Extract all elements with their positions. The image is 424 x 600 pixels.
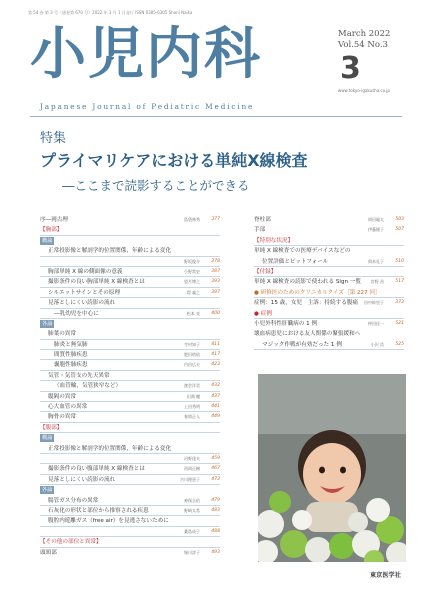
toc-entry [40, 236, 220, 246]
toc-entry-author: 松本 亮 [186, 310, 200, 316]
toc-entry-author: 小野貴史 [184, 268, 200, 274]
toc-entry-title: 胸骨の異常 [48, 414, 76, 421]
toc-entry-title: 単純 X 線検査での医療デバイスなどの [254, 248, 351, 255]
toc-entry-page: 493 [211, 549, 220, 555]
issue-month: March 2022 [338, 29, 391, 39]
toc-entry [40, 423, 220, 433]
toc-entry-author: 堀川詳子 [184, 549, 200, 555]
toc-entry-page: 483 [211, 507, 220, 513]
toc-entry-page: 387 [211, 268, 220, 274]
journal-logo: 小児内科 [30, 21, 262, 87]
toc-entry-title: 心大血管の異常 [48, 404, 88, 411]
toc-entry-author: 仲田佳一 [368, 320, 384, 326]
toc-entry-page: 449 [211, 414, 220, 420]
toc-entry-page: 377 [211, 217, 220, 222]
toc-entry-title: 間質性肺疾患 [54, 352, 88, 359]
cover-photo [258, 374, 406, 562]
toc-entry-title: 見落としにくい読影の流れ [48, 300, 116, 307]
toc-entry [254, 298, 404, 308]
toc-entry-author: 望月博之 [184, 279, 200, 285]
child-in-ball-pit-illustration [258, 374, 406, 562]
toc-entry-title: 【付録】 [254, 268, 277, 275]
toc-entry [254, 246, 404, 256]
toc-entry-author: 渡会洋美 [184, 383, 200, 389]
toc-entry-author: 吉川理恵子 [180, 476, 200, 482]
toc-entry [40, 464, 220, 474]
toc-entry-title: 各論 [42, 487, 53, 494]
toc-entry-page: 467 [211, 466, 220, 472]
toc-entry-title: ● 研修医のためのクリニカルクイズ［第 227 回］ [254, 289, 381, 296]
toc-entry-author: 島袋林秀 [184, 217, 200, 222]
toc-entry [40, 277, 220, 287]
toc-entry-title: 序―岡古理 [40, 217, 68, 223]
toc-entry [40, 267, 220, 277]
toc-entry-author: 岡田聡太 [368, 217, 384, 222]
toc-entry [254, 288, 404, 298]
toc-entry-author: 西岡正樹 [184, 466, 200, 472]
toc-entry [40, 516, 220, 526]
toc-entry-title: マジック作戦が有効だった 1 例 [262, 341, 342, 348]
toc-entry-page: 378 [211, 258, 220, 264]
toc-entry-title: 嚢胞性肺疾患 [54, 362, 88, 369]
toc-entry-title: 症例：15 歳，女児 主訴：持続する腹痛 [254, 300, 358, 307]
toc-entry-author: 上田秀明 [184, 404, 200, 410]
toc-entry-title: 肺炎と無気肺 [54, 341, 88, 348]
toc-entry-page: 411 [211, 341, 220, 347]
toc-entry [254, 236, 404, 246]
journal-english-name: Japanese Journal of Pediatric Medicine [40, 102, 255, 111]
toc-entry [40, 475, 220, 485]
toc-entry-author: 春岡正人 [184, 414, 200, 420]
toc-left-column [40, 215, 220, 558]
toc-entry [40, 257, 220, 267]
toc-entry [40, 319, 220, 329]
toc-entry [254, 215, 404, 225]
toc-entry-title: ―乳幼児を中心に [54, 310, 99, 317]
toc-entry-title: 正常投影像と解剖学的位置関係，年齢による変化 [48, 445, 172, 452]
toc-entry-title: 【特別な状況】 [254, 237, 294, 244]
toc-entry-author: 田中絵里子 [364, 300, 384, 306]
toc-entry-title: 腸管ガス分布の異常 [48, 497, 99, 504]
toc-entry [40, 392, 220, 402]
toc-entry-title: 撮影条件の良い腹部単純 X 線検査とは [48, 466, 145, 473]
toc-entry-title: 正常投影像と解剖学的位置関係，年齢による変化 [48, 248, 172, 255]
issue-number: 3 [340, 51, 361, 86]
toc-entry [40, 371, 220, 381]
toc-entry-page: 473 [211, 476, 220, 482]
toc-entry-author: 寺村知子 [184, 341, 200, 347]
toc-entry [40, 298, 220, 308]
toc-entry [40, 506, 220, 516]
toc-entry-page: 510 [395, 258, 404, 264]
toc-entry-title: 単純 X 線検査の読影で使われる Sign 一覧 [254, 279, 362, 286]
toc-entry-author: 堤 義之 [186, 289, 200, 295]
toc-entry-title: 頭頸部 [40, 549, 57, 556]
toc-entry-page: 507 [395, 227, 404, 233]
toc-entry [254, 329, 404, 339]
toc-entry-author: 宮野 昌 [370, 279, 384, 285]
toc-entry [254, 319, 404, 329]
feature-title: プライマリケアにおける単純X線検査 [40, 151, 308, 170]
toc-entry-author: 伊藤健子 [368, 227, 384, 233]
toc-entry [40, 485, 220, 495]
toc-entry [40, 444, 220, 454]
toc-entry [40, 309, 220, 319]
toc-entry-page: 417 [211, 352, 220, 358]
toc-entry-page: 397 [211, 289, 220, 295]
toc-entry-title: 手部 [254, 227, 266, 234]
toc-entry-page: 521 [395, 320, 404, 326]
feature-subtitle: ―ここまで読影することができる [62, 178, 250, 193]
toc-entry [254, 267, 404, 277]
header-rule [30, 116, 402, 117]
toc-entry-author: 肥田侑依 [184, 352, 200, 358]
toc-entry-page: 432 [211, 383, 220, 389]
toc-entry [40, 454, 220, 464]
toc-entry [40, 496, 220, 506]
toc-entry-author: 田渕 樓 [186, 393, 200, 399]
toc-entry-author: 内田広夫 [184, 362, 200, 368]
toc-entry [254, 340, 404, 350]
toc-entry-title: 【その他の部位と異常】 [40, 539, 102, 546]
toc-entry-author: 小沢 浩 [370, 341, 384, 347]
toc-entry-title: 縦隔の異常 [48, 393, 76, 400]
toc-entry-title: シルエットサインとその原理 [48, 289, 121, 296]
toc-entry-title: 壊血病患児における友人関係の緊張緩和へ [254, 331, 361, 338]
toc-entry [40, 329, 220, 339]
toc-entry [254, 309, 404, 319]
toc-entry-title: 概論 [42, 237, 53, 244]
toc-entry-page: 437 [211, 393, 220, 399]
toc-entry-page: 503 [395, 217, 404, 222]
toc-entry [40, 246, 220, 256]
toc-entry-author: 桑島成子 [184, 528, 200, 534]
toc-entry [40, 340, 220, 350]
toc-entry [40, 433, 220, 443]
toc-entry-title: 気管・気管支の先天異常 [48, 372, 110, 379]
toc-entry-author: 野崎太希 [184, 507, 200, 513]
toc-entry [40, 402, 220, 412]
top-issn-line: 第 54 巻 第 3 号（通巻第 670 号）2022 年 3 月 1 日発行 ISSN 0385-6305 Shoni Naika [28, 10, 193, 15]
toc-entry-page: 400 [211, 310, 220, 316]
toc-entry-title: 【腹部】 [40, 424, 63, 431]
toc-entry-author: 神保圭佑 [184, 497, 200, 503]
toc-right-column [254, 215, 404, 350]
toc-entry [40, 527, 220, 537]
toc-entry [40, 360, 220, 370]
toc-entry-page: 488 [211, 528, 220, 534]
toc-entry [40, 537, 220, 547]
toc-entry-page: 525 [395, 341, 404, 347]
toc-entry [40, 350, 220, 360]
toc-entry-title: 【胸部】 [40, 227, 63, 234]
toc-entry-author: 岡本礼子 [368, 258, 384, 264]
feature-label: 特集 [40, 131, 67, 146]
toc-entry-page: 441 [211, 404, 220, 410]
toc-entry [40, 548, 220, 558]
toc-entry-page: 393 [211, 279, 220, 285]
toc-entry-page: 517 [395, 279, 404, 285]
toc-entry-title: 小児外科性肝臓病の 1 例 [254, 320, 318, 327]
toc-entry-author: 河野達夫 [184, 455, 200, 461]
toc-entry [40, 412, 220, 422]
volume-number: Vol.54 No.3 [338, 40, 388, 50]
toc-entry [40, 288, 220, 298]
toc-entry-title: 脊柱部 [254, 217, 271, 223]
toc-entry-title: 腹腔内遊離ガス（free air）を見逃さないために [48, 518, 169, 525]
toc-entry-title: 石灰化の形状と部位から推察される疾患 [48, 507, 149, 514]
publisher-name: 東京医学社 [370, 572, 401, 579]
toc-entry-page: 423 [211, 362, 220, 368]
toc-entry-page: 373 [395, 300, 404, 306]
toc-entry-page: 479 [211, 497, 220, 503]
publisher-url: www.tokyo-igakusha.co.jp [338, 88, 390, 93]
toc-entry [40, 225, 220, 235]
toc-entry-page: 459 [211, 455, 220, 461]
toc-entry-title: 各論 [42, 320, 53, 327]
toc-entry [40, 215, 220, 225]
toc-entry-title: （血管輪，気管狭窄など） [54, 383, 122, 390]
toc-entry-author: 野坂俊介 [184, 258, 200, 264]
toc-entry-title: 撮影条件の良い胸部単純 X 線検査とは [48, 279, 145, 286]
toc-entry [254, 277, 404, 287]
toc-entry [254, 225, 404, 235]
toc-entry-title: ● 症例 [254, 310, 272, 317]
toc-entry-title: 胸部単純 X 線の側面像の意義 [48, 268, 123, 275]
toc-entry [254, 257, 404, 267]
toc-entry [40, 381, 220, 391]
toc-entry-title: 肺葉の異常 [48, 331, 76, 338]
toc-entry-title: 位置評価とピットフォール [262, 258, 329, 265]
toc-entry-title: 見落としにくい読影の流れ [48, 476, 116, 483]
toc-entry-title: 概論 [42, 435, 53, 442]
